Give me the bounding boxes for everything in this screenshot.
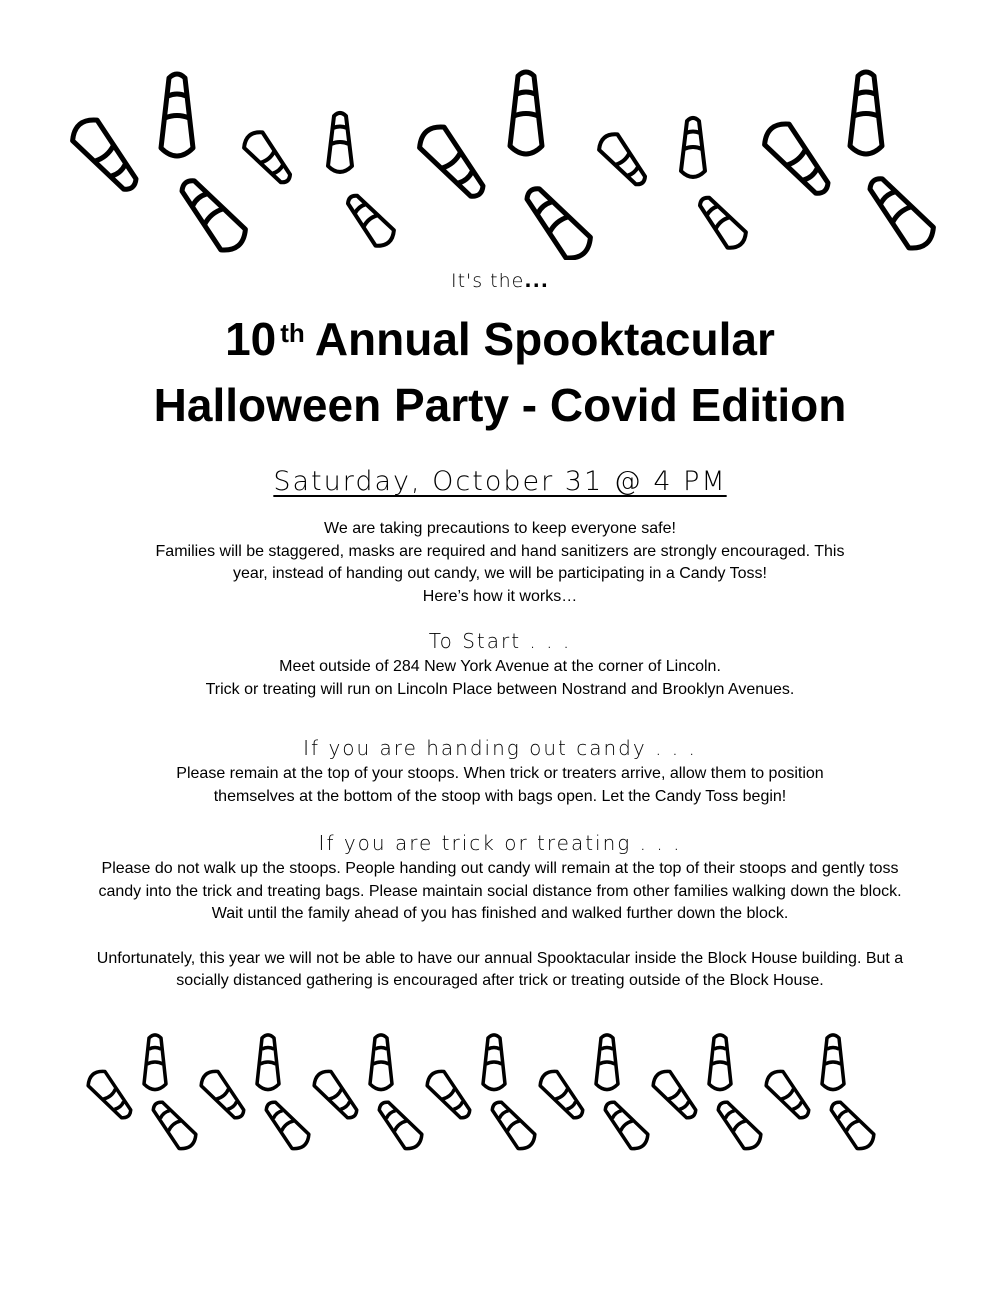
section-heading-handing: If you are handing out candy . . . xyxy=(303,736,697,760)
candy-corn-icon xyxy=(518,181,595,260)
candy-corn-icon xyxy=(650,1067,702,1123)
candy-corn-icon xyxy=(537,1067,589,1123)
candy-corn-icon xyxy=(374,1097,426,1153)
title-number: 10 xyxy=(225,313,277,365)
candy-corn-icon xyxy=(148,1097,200,1153)
section-line: candy into the trick and treating bags. Please maintain social distance from other families walking down the block. xyxy=(98,882,902,900)
top-candy-decoration xyxy=(0,50,1000,260)
candy-corn-icon xyxy=(826,1097,878,1153)
intro-line: Here’s how it works… xyxy=(422,587,578,605)
candy-corn-icon xyxy=(161,74,193,156)
candy-corn-icon xyxy=(595,130,651,191)
candy-corn-icon xyxy=(85,1067,137,1123)
title-suffix: th xyxy=(280,318,305,348)
section-line: Please remain at the top of your stoops. When trick or treaters arrive, allow them to position xyxy=(176,765,824,782)
candy-cluster xyxy=(650,1035,765,1153)
candy-corn-icon xyxy=(414,121,491,204)
section-handing-body xyxy=(40,763,960,808)
intro-paragraph xyxy=(40,518,960,608)
event-date: Saturday, October 31 @ 4 PM xyxy=(273,466,727,497)
candy-corn-icon xyxy=(424,1067,476,1123)
candy-corn-icon xyxy=(850,72,882,154)
candy-corn-icon xyxy=(370,1035,392,1090)
title-line1: Annual Spooktacular xyxy=(314,313,775,365)
section-line: Wait until the family ahead of you has finished and walked further down the block. xyxy=(211,905,789,922)
candy-corn-icon xyxy=(173,173,250,256)
candy-corn-icon xyxy=(763,1067,815,1123)
candy-corn-icon xyxy=(144,1035,166,1090)
candy-cluster xyxy=(311,1035,426,1153)
candy-corn-icon xyxy=(483,1035,505,1090)
candy-corn-icon xyxy=(759,118,836,201)
intro-line: We are taking precautions to keep everyone safe! xyxy=(324,520,676,537)
candy-cluster xyxy=(763,1035,878,1153)
candy-corn-icon xyxy=(67,114,144,197)
intro-line: Families will be staggered, masks are required and hand sanitizers are strongly encouraged. This xyxy=(155,542,845,560)
candy-corn-icon xyxy=(198,1067,250,1123)
section-line: themselves at the bottom of the stoop with bags open. Let the Candy Toss begin! xyxy=(213,787,787,805)
candy-cluster xyxy=(424,1035,539,1153)
candy-corn-icon xyxy=(822,1035,844,1090)
candy-corn-icon xyxy=(341,190,397,251)
candy-corn-icon xyxy=(596,1035,618,1090)
section-heading-trick: If you are trick or treating . . . xyxy=(318,831,682,855)
candy-corn-icon xyxy=(713,1097,765,1153)
section-start-body xyxy=(40,656,960,701)
candy-cluster xyxy=(85,1035,200,1153)
candy-corn-icon xyxy=(257,1035,279,1090)
bottom-candy-decoration xyxy=(0,1025,1000,1155)
title-line2: Halloween Party - Covid Edition xyxy=(153,379,847,431)
section-line: Please do not walk up the stoops. People handing out candy will remain at the top of their stoops and gently toss xyxy=(101,860,899,877)
section-line: Meet outside of 284 New York Avenue at the corner of Lincoln. xyxy=(279,658,721,675)
candy-corn-icon xyxy=(600,1097,652,1153)
candy-cluster xyxy=(537,1035,652,1153)
candy-corn-icon xyxy=(311,1067,363,1123)
intro-tagline xyxy=(40,270,960,296)
candy-corn-icon xyxy=(510,72,542,154)
candy-corn-icon xyxy=(487,1097,539,1153)
intro-dots: ... xyxy=(524,270,550,292)
section-heading-start: To Start . . . xyxy=(428,629,572,653)
top-candy-svg xyxy=(0,50,1000,260)
intro-line: year, instead of handing out candy, we will be participating in a Candy Toss! xyxy=(233,565,767,582)
candy-cluster xyxy=(198,1035,313,1153)
flyer-content xyxy=(40,262,960,993)
candy-corn-icon xyxy=(240,128,296,189)
closing-line: Unfortunately, this year we will not be able to have our annual Spooktacular inside the Block House building. But a xyxy=(96,949,904,967)
section-line: Trick or treating will run on Lincoln Place between Nostrand and Brooklyn Avenues. xyxy=(205,680,795,698)
candy-corn-icon xyxy=(693,192,749,253)
candy-corn-icon xyxy=(681,118,705,177)
page-title xyxy=(40,306,960,438)
closing-paragraph xyxy=(40,948,960,993)
section-trick-body xyxy=(40,858,960,926)
bottom-candy-svg xyxy=(0,1025,1000,1155)
intro-text: It's the xyxy=(450,270,525,292)
candy-corn-icon xyxy=(709,1035,731,1090)
candy-corn-icon xyxy=(261,1097,313,1153)
candy-corn-icon xyxy=(328,113,352,172)
candy-corn-icon xyxy=(861,171,938,254)
closing-line: socially distanced gathering is encouraged after trick or treating outside of the Block House. xyxy=(176,972,824,989)
